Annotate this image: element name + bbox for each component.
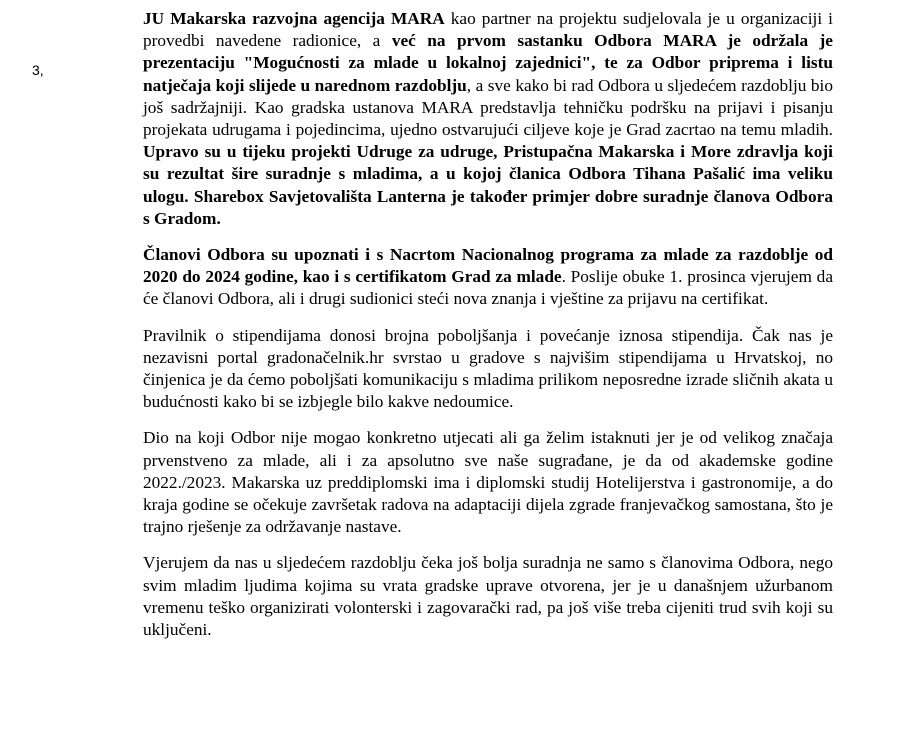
text-run: kao partner na projektu sudjelovala je u organizaciji i provedbi navedene radionice, a [143,9,833,51]
paragraph-studij [143,427,833,538]
text-run: , a sve kako bi rad Odbora u sljedećem razdoblju bio još sadržajniji. Kao gradska ustanova MARA predstavlja tehničku podršku na prijavi i pisanju projekata udrugama i pojedincima, ujedno ostvarujući ciljeve koje je Grad zacrtao na temu mladih. [143,75,833,140]
paragraph-stipendije [143,325,833,414]
paragraph-nacrt [143,244,833,311]
paragraph-suradnja [143,552,833,641]
bold-text-run: na prvom sastanku Odbora MARA je održala je prezentaciju "Mogućnosti za mlade u lokalnoj zajednici", te za Odbor priprema i listu natječaja koji slijede u narednom razdoblju [143,31,833,95]
text-run [416,31,427,50]
text-run: Vjerujem da nas u sljedećem razdoblju čeka još bolja suradnja ne samo s članovima Odbora, nego svim mladim ljudima kojima su vrata gradske uprave otvorena, jer je u današnjem užurbanom vremenu teško organizirati volonterski i zagovarački rad, pa još više treba cijeniti trud svih koji su uključeni. [143,553,833,640]
text-run: Dio na koji Odbor nije mogao konkretno utjecati ali ga želim istaknuti jer je od velikog značaja prvenstveno za mlade, ali i za apsolutno sve naše sugrađane, je da od akademske godine 2022./2023. Makarska uz preddiplomski ima i diplomski studij Hotelijerstva i gastronomije, a do kraja godine se očekuje završetak radova na adaptaciji dijela zgrade franjevačkog samostana, što je trajno rješenje za održavanje nastave. [143,428,833,537]
bold-text-run: Upravo su u tijeku projekti Udruge za udruge, Pristupačna Makarska i More zdravlja koji su rezultat šire suradnje s mladima, a u kojoj članica Odbora Tihana Pašalić ima veliku ulogu. Sharebox Savjetovališta Lanterna je također primjer dobre suradnje članova Odbora s Gradom. [143,142,833,228]
text-run: Pravilnik o stipendijama donosi brojna poboljšanja i povećanje iznosa stipendija. Čak nas je nezavisni portal gradonačelnik.hr svrstao u gradove s najvišim stipendijama u Hrvatskoj, no činjenica je da ćemo poboljšati komunikaciju s mladima prilikom neposredne izrade sličnih akata u budućnosti kako bi se izbjegle bilo kakve nedoumice. [143,325,833,412]
item-number: 3, [32,62,44,78]
bold-text-run: JU Makarska razvojna agencija MARA [143,9,445,28]
paragraph-mara [143,8,833,230]
bold-text-run: već [391,31,416,51]
document-body [143,8,833,655]
text-run: . Poslije obuke 1. prosinca vjerujem da će članovi Odbora, ali i drugi sudionici steći nova znanja i vještine za prijavu na certifikat. [143,267,833,309]
bold-text-run: Članovi Odbora su upoznati i s Nacrtom Nacionalnog programa za mlade za razdoblje od 2020 do 2024 godine, kao i s certifikatom Grad za mlade [143,245,833,287]
